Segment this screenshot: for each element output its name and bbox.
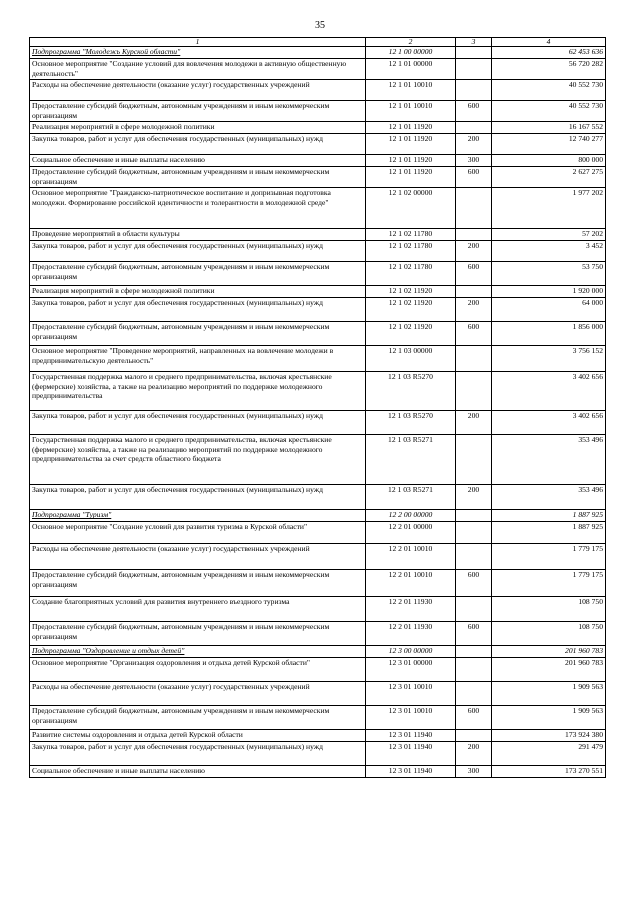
expense-type-cell — [456, 80, 492, 101]
amount-cell: 1 779 175 — [492, 544, 606, 570]
table-row — [30, 167, 606, 188]
expense-type-cell — [456, 597, 492, 622]
expense-type-cell — [456, 544, 492, 570]
table-row — [30, 241, 606, 262]
expense-type-cell — [456, 658, 492, 682]
code-cell: 12 1 02 11780 — [366, 241, 456, 262]
table-row — [30, 188, 606, 229]
name-cell: Подпрограмма "Оздоровление и отдых детей" — [30, 646, 366, 658]
subprogram-row — [30, 510, 606, 522]
code-cell: 12 1 03 00000 — [366, 346, 456, 372]
expense-type-cell — [456, 59, 492, 80]
expense-type-cell: 600 — [456, 706, 492, 730]
name-cell: Государственная поддержка малого и среднего предпринимательства, включая крестьянские (фермерские) хозяйства, а также на реализацию мероприятий по поддержке молодежного предпринимательства за счет средств областного бюджета — [30, 435, 366, 485]
code-cell: 12 1 01 10010 — [366, 101, 456, 122]
code-cell: 12 1 02 11920 — [366, 286, 456, 298]
amount-cell: 108 750 — [492, 597, 606, 622]
expense-type-cell: 600 — [456, 622, 492, 646]
expense-type-cell: 600 — [456, 101, 492, 122]
table-row — [30, 122, 606, 134]
expense-type-cell — [456, 646, 492, 658]
code-cell: 12 1 01 11920 — [366, 122, 456, 134]
code-cell: 12 1 03 R5270 — [366, 411, 456, 435]
name-cell: Закупка товаров, работ и услуг для обеспечения государственных (муниципальных) нужд — [30, 411, 366, 435]
table-row — [30, 766, 606, 778]
name-cell: Расходы на обеспечение деятельности (оказание услуг) государственных учреждений — [30, 682, 366, 706]
code-cell: 12 1 02 11780 — [366, 262, 456, 286]
amount-cell: 800 000 — [492, 155, 606, 167]
expense-type-cell — [456, 730, 492, 742]
amount-cell: 64 000 — [492, 298, 606, 322]
code-cell: 12 1 01 11920 — [366, 155, 456, 167]
code-cell: 12 1 02 11780 — [366, 229, 456, 241]
amount-cell: 1 887 925 — [492, 522, 606, 544]
amount-cell: 2 627 275 — [492, 167, 606, 188]
amount-cell: 1 909 563 — [492, 706, 606, 730]
name-cell: Развитие системы оздоровления и отдыха детей Курской области — [30, 730, 366, 742]
name-cell: Основное мероприятие "Организация оздоровления и отдыха детей Курской области" — [30, 658, 366, 682]
code-cell: 12 1 02 11920 — [366, 298, 456, 322]
table-row — [30, 59, 606, 80]
expense-type-cell — [456, 435, 492, 485]
table-row — [30, 706, 606, 730]
expense-type-cell: 200 — [456, 485, 492, 510]
name-cell: Закупка товаров, работ и услуг для обеспечения государственных (муниципальных) нужд — [30, 241, 366, 262]
code-cell: 12 2 00 00000 — [366, 510, 456, 522]
name-cell: Основное мероприятие "Проведение мероприятий, направленных на вовлечение молодежи в предпринимательскую деятельность" — [30, 346, 366, 372]
code-cell: 12 1 03 R5270 — [366, 372, 456, 411]
amount-cell: 40 552 730 — [492, 80, 606, 101]
expense-type-cell: 200 — [456, 742, 492, 766]
code-cell: 12 2 01 10010 — [366, 544, 456, 570]
name-cell: Предоставление субсидий бюджетным, автономным учреждениям и иным некоммерческим организациям — [30, 622, 366, 646]
amount-cell: 3 402 656 — [492, 372, 606, 411]
name-cell: Социальное обеспечение и иные выплаты населению — [30, 155, 366, 167]
amount-cell: 3 756 152 — [492, 346, 606, 372]
name-cell: Подпрограмма "Молодежь Курской области" — [30, 47, 366, 59]
amount-cell: 57 202 — [492, 229, 606, 241]
name-cell: Подпрограмма "Туризм" — [30, 510, 366, 522]
table-row — [30, 322, 606, 346]
table-row — [30, 134, 606, 155]
code-cell: 12 3 00 00000 — [366, 646, 456, 658]
header-col-1: 1 — [30, 38, 366, 47]
header-col-4: 4 — [492, 38, 606, 47]
name-cell: Создание благоприятных условий для развития внутреннего въездного туризма — [30, 597, 366, 622]
table-row — [30, 101, 606, 122]
name-cell: Предоставление субсидий бюджетным, автономным учреждениям и иным некоммерческим организациям — [30, 167, 366, 188]
table-row — [30, 622, 606, 646]
table-row — [30, 80, 606, 101]
table-row — [30, 597, 606, 622]
name-cell: Предоставление субсидий бюджетным, автономным учреждениям и иным некоммерческим организациям — [30, 706, 366, 730]
name-cell: Предоставление субсидий бюджетным, автономным учреждениям и иным некоммерческим организациям — [30, 570, 366, 597]
code-cell: 12 1 03 R5271 — [366, 435, 456, 485]
subprogram-row — [30, 646, 606, 658]
amount-cell: 353 496 — [492, 435, 606, 485]
name-cell: Основное мероприятие "Создание условий для вовлечения молодежи в активную общественную деятельность" — [30, 59, 366, 80]
expense-type-cell — [456, 372, 492, 411]
code-cell: 12 2 01 00000 — [366, 522, 456, 544]
code-cell: 12 3 01 00000 — [366, 658, 456, 682]
name-cell: Реализация мероприятий в сфере молодежной политики — [30, 286, 366, 298]
expense-type-cell — [456, 229, 492, 241]
name-cell: Государственная поддержка малого и среднего предпринимательства, включая крестьянские (фермерские) хозяйства, а также на реализацию мероприятий по поддержке молодежного предпринимательства — [30, 372, 366, 411]
amount-cell: 62 453 636 — [492, 47, 606, 59]
subprogram-row — [30, 47, 606, 59]
name-cell: Социальное обеспечение и иные выплаты населению — [30, 766, 366, 778]
budget-table — [29, 37, 606, 778]
name-cell: Предоставление субсидий бюджетным, автономным учреждениям и иным некоммерческим организациям — [30, 322, 366, 346]
table-row — [30, 229, 606, 241]
table-row — [30, 435, 606, 485]
name-cell: Основное мероприятие "Создание условий для развития туризма в Курской области" — [30, 522, 366, 544]
table-row — [30, 544, 606, 570]
code-cell: 12 2 01 10010 — [366, 570, 456, 597]
table-row — [30, 485, 606, 510]
amount-cell: 201 960 783 — [492, 658, 606, 682]
amount-cell: 353 496 — [492, 485, 606, 510]
expense-type-cell: 600 — [456, 322, 492, 346]
header-col-3: 3 — [456, 38, 492, 47]
expense-type-cell — [456, 522, 492, 544]
amount-cell: 3 402 656 — [492, 411, 606, 435]
code-cell: 12 3 01 10010 — [366, 682, 456, 706]
table-row — [30, 730, 606, 742]
table-row — [30, 522, 606, 544]
name-cell: Закупка товаров, работ и услуг для обеспечения государственных (муниципальных) нужд — [30, 485, 366, 510]
amount-cell: 173 924 380 — [492, 730, 606, 742]
amount-cell: 40 552 730 — [492, 101, 606, 122]
amount-cell: 201 960 783 — [492, 646, 606, 658]
expense-type-cell: 200 — [456, 298, 492, 322]
table-row — [30, 658, 606, 682]
amount-cell: 56 720 282 — [492, 59, 606, 80]
table-row — [30, 682, 606, 706]
name-cell: Расходы на обеспечение деятельности (оказание услуг) государственных учреждений — [30, 80, 366, 101]
table-header-row — [30, 38, 606, 47]
expense-type-cell — [456, 510, 492, 522]
expense-type-cell: 300 — [456, 155, 492, 167]
code-cell: 12 1 01 00000 — [366, 59, 456, 80]
amount-cell: 291 479 — [492, 742, 606, 766]
expense-type-cell — [456, 682, 492, 706]
code-cell: 12 3 01 10010 — [366, 706, 456, 730]
amount-cell: 108 750 — [492, 622, 606, 646]
expense-type-cell — [456, 47, 492, 59]
amount-cell: 1 977 202 — [492, 188, 606, 229]
expense-type-cell — [456, 346, 492, 372]
code-cell: 12 1 01 11920 — [366, 167, 456, 188]
page-number: 35 — [315, 20, 325, 31]
name-cell: Закупка товаров, работ и услуг для обеспечения государственных (муниципальных) нужд — [30, 298, 366, 322]
amount-cell: 3 452 — [492, 241, 606, 262]
code-cell: 12 1 02 11920 — [366, 322, 456, 346]
code-cell: 12 3 01 11940 — [366, 742, 456, 766]
name-cell: Реализация мероприятий в сфере молодежной политики — [30, 122, 366, 134]
table-row — [30, 262, 606, 286]
expense-type-cell — [456, 122, 492, 134]
expense-type-cell — [456, 286, 492, 298]
name-cell: Предоставление субсидий бюджетным, автономным учреждениям и иным некоммерческим организациям — [30, 101, 366, 122]
amount-cell: 1 856 000 — [492, 322, 606, 346]
amount-cell: 173 270 551 — [492, 766, 606, 778]
code-cell: 12 2 01 11930 — [366, 597, 456, 622]
amount-cell: 12 740 277 — [492, 134, 606, 155]
code-cell: 12 1 02 00000 — [366, 188, 456, 229]
amount-cell: 53 750 — [492, 262, 606, 286]
table-row — [30, 742, 606, 766]
name-cell: Расходы на обеспечение деятельности (оказание услуг) государственных учреждений — [30, 544, 366, 570]
table-row — [30, 298, 606, 322]
table-body — [30, 38, 606, 778]
name-cell: Закупка товаров, работ и услуг для обеспечения государственных (муниципальных) нужд — [30, 134, 366, 155]
table-row — [30, 286, 606, 298]
amount-cell: 1 887 925 — [492, 510, 606, 522]
expense-type-cell: 600 — [456, 262, 492, 286]
header-col-2: 2 — [366, 38, 456, 47]
name-cell: Проведение мероприятий в области культуры — [30, 229, 366, 241]
expense-type-cell: 200 — [456, 411, 492, 435]
amount-cell: 16 167 552 — [492, 122, 606, 134]
expense-type-cell: 600 — [456, 570, 492, 597]
name-cell: Предоставление субсидий бюджетным, автономным учреждениям и иным некоммерческим организациям — [30, 262, 366, 286]
code-cell: 12 1 01 11920 — [366, 134, 456, 155]
name-cell: Основное мероприятие "Гражданско-патриотическое воспитание и допризывная подготовка молодежи. Формирование российской идентичности и толерантности в молодежной среде" — [30, 188, 366, 229]
expense-type-cell: 600 — [456, 167, 492, 188]
amount-cell: 1 909 563 — [492, 682, 606, 706]
amount-cell: 1 779 175 — [492, 570, 606, 597]
code-cell: 12 2 01 11930 — [366, 622, 456, 646]
table-row — [30, 155, 606, 167]
amount-cell: 1 920 000 — [492, 286, 606, 298]
table-row — [30, 346, 606, 372]
expense-type-cell: 300 — [456, 766, 492, 778]
expense-type-cell — [456, 188, 492, 229]
table-row — [30, 570, 606, 597]
code-cell: 12 1 03 R5271 — [366, 485, 456, 510]
code-cell: 12 1 01 10010 — [366, 80, 456, 101]
expense-type-cell: 200 — [456, 241, 492, 262]
code-cell: 12 3 01 11940 — [366, 766, 456, 778]
table-row — [30, 372, 606, 411]
table-row — [30, 411, 606, 435]
code-cell: 12 1 00 00000 — [366, 47, 456, 59]
expense-type-cell: 200 — [456, 134, 492, 155]
name-cell: Закупка товаров, работ и услуг для обеспечения государственных (муниципальных) нужд — [30, 742, 366, 766]
code-cell: 12 3 01 11940 — [366, 730, 456, 742]
